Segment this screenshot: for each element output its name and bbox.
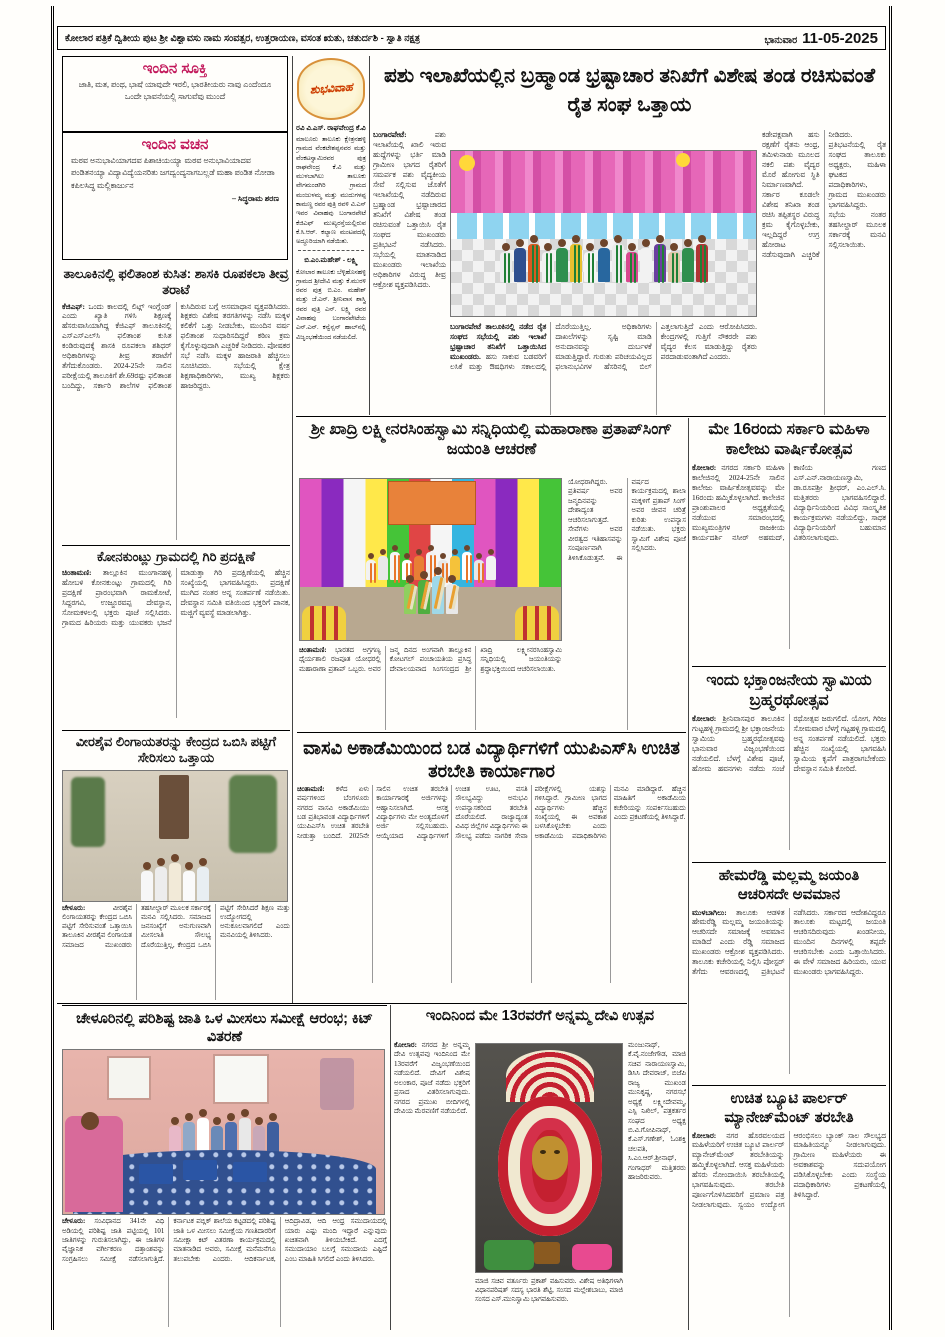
page-border-left [51,6,54,1330]
dateline: ಕೋಲಾರ: [394,1041,417,1049]
dateline: ಕೋಲಾರ: [692,1130,717,1140]
person-figure [141,862,153,901]
body-text: ಒಂದು ಕಾಲದಲ್ಲಿ ಲಿಟ್ಲ್ ಇಂಗ್ಲೆಂಡ್ ಎಂದು ಖ್ಯಾತಿ ಗಳಿಸಿ ಶಿಕ್ಷಣಕ್ಕೆ ಹೆಸರುವಾಸಿಯಾಗಿದ್ದ ಕೆಜಿಎಫ್ ತಾಲೂಕಿನಲ್ಲಿ ಎಸ್‌ಎಸ್‌ಎಲ್‌ಸಿ ಫಲಿತಾಂಶ ಕುಸಿತ ಕಂಡಿರುವುದಕ್ಕೆ ಶಾಸಕಿ ರೂಪಕಲಾ ಶಶಿಧರ್ ಅಧಿಕಾರಿಗಳನ್ನು ತೀವ್ರ ತರಾಟೆಗೆ ತೆಗೆದುಕೊಂಡರು. 2024-25ನೇ ಸಾಲಿನ ಪರೀಕ್ಷೆಯಲ್ಲಿ ತಾಲೂಕಿಗೆ ಶೇ.69ರಷ್ಟು ಫಲಿತಾಂಶ ಬಂದಿದ್ದು, ಸರ್ಕಾರಿ ಶಾಲೆಗಳ ಫಲಿತಾಂಶ ಕುಸಿದಿರುವ ಬಗ್ಗೆ ಅಸಮಾಧಾನ ವ್ಯಕ್ತಪಡಿಸಿದರು. ಶಿಕ್ಷಕರು ವಿಶೇಷ ತರಗತಿಗಳನ್ನು ನಡೆಸಿ ಮಕ್ಕಳ ಕಲಿಕೆಗೆ ಒತ್ತು ನೀಡಬೇಕು, ಮುಂದಿನ ವರ್ಷ ಫಲಿತಾಂಶ ಸುಧಾರಿಸದಿದ್ದರೆ ಕಠಿಣ ಕ್ರಮ ಕೈಗೊಳ್ಳುವುದಾಗಿ ಎಚ್ಚರಿಕೆ ನೀಡಿದರು. ಪೋಷಕರ ಸಭೆ ನಡೆಸಿ ಮಕ್ಕಳ ಹಾಜರಾತಿ ಹೆಚ್ಚಿಸಲು ಸೂಚಿಸಿದರು. ಸಭೆಯಲ್ಲಿ ಕ್ಷೇತ್ರ ಶಿಕ್ಷಣಾಧಿಕಾರಿಗಳು, ಮುಖ್ಯ ಶಿಕ್ಷಕರು ಹಾಜರಿದ್ದರು. [62,301,290,391]
wedding-couple-1: ರವಿ ವಿ.ಎಸ್. ರಾಘವೇಂದ್ರ ಕೆ.ವಿ [296,124,366,132]
page-border-right [889,6,892,1330]
person-figure [267,1113,279,1156]
body-text: ಪಶು ಇಲಾಖೆಯಲ್ಲಿ ಖಾಲಿ ಇರುವ ಹುದ್ದೆಗಳನ್ನು ಭರ್ತಿ ಮಾಡಿ ಗ್ರಾಮೀಣ ಭಾಗದ ರೈತರಿಗೆ ಸಮರ್ಪಕ ಪಶು ವೈದ್ಯಕೀಯ ಸೇವೆ ಸಲ್ಲಿಸುವ ಜೊತೆಗೆ ಇಲಾಖೆಯಲ್ಲಿ ನಡೆದಿರುವ ಬ್ರಹ್ಮಾಂಡ ಭ್ರಷ್ಟಾಚಾರದ ತನಿಖೆಗೆ ವಿಶೇಷ ತಂಡ ರಚಿಸುವಂತೆ ಒತ್ತಾಯಿಸಿ ರೈತ ಸಂಘದ ಮುಖಂಡರು ಪ್ರತಿಭಟನೆ ನಡೆಸಿದರು. ಸಭೆಯಲ್ಲಿ ಮಾತನಾಡಿದ ಮುಖಂಡರು ಇಲಾಖೆಯ ಅಧಿಕಾರಿಗಳ ವಿರುದ್ಧ ತೀವ್ರ ಆಕ್ರೋಶ ವ್ಯಕ್ತಪಡಿಸಿದರು. [373,130,446,289]
main-photo-farmers-group [450,150,757,317]
body-text: ಕಡೇಪಕ್ಷವಾಗಿ ಹಸು ರಕ್ಷಣೆಗೆ ರೈತನು ಆಂಧ್ರ, ತಮಿಳುನಾಡು ಮೂಲದ ನಕಲಿ ಪಶು ವೈದ್ಯರ ಮೊರೆ ಹೋಗುವ ಸ್ಥಿತಿ ನಿರ್ಮಾಣವಾಗಿದೆ. ಸರ್ಕಾರ ಕೂಡಲೇ ವಿಶೇಷ ತನಿಖಾ ತಂಡ ರಚಿಸಿ ತಪ್ಪಿತಸ್ಥರ ವಿರುದ್ಧ ಕ್ರಮ ಕೈಗೊಳ್ಳಬೇಕು, ಇಲ್ಲದಿದ್ದರೆ ಉಗ್ರ ಹೋರಾಟ ನಡೆಸುವುದಾಗಿ ಎಚ್ಚರಿಕೆ ನೀಡಿದರು. ಪ್ರತಿಭಟನೆಯಲ್ಲಿ ರೈತ ಸಂಘದ ತಾಲೂಕು ಅಧ್ಯಕ್ಷರು, ಮಹಿಳಾ ಘಟಕದ ಪದಾಧಿಕಾರಿಗಳು, ಗ್ರಾಮದ ಮುಖಂಡರು ಭಾಗವಹಿಸಿದ್ದರು. ಸಭೆಯ ನಂತರ ತಹಸೀಲ್ದಾರ್ ಮೂಲಕ ಸರ್ಕಾರಕ್ಕೆ ಮನವಿ ಸಲ್ಲಿಸಲಾಯಿತು. [762,130,886,259]
chair [515,606,559,640]
article-bhaktanjaneya-headline: ಇಂದು ಭಕ್ತಾಂಜನೇಯ ಸ್ವಾಮಿಯ ಬ್ರಹ್ಮರಥೋತ್ಸವ [706,672,872,709]
todays-quote-title: ಇಂದಿನ ಸೂಕ್ತಿ [142,60,208,77]
khadri-photo-jayanti [299,478,562,641]
dateline: ಚಿಂತಾಮಣಿ: [62,568,92,578]
article-annamma-col-right [628,1041,686,1330]
todays-quote-body: ಜಾತಿ, ಮತ, ಪಂಥ, ಭಾಷೆ ಯಾವುದೇ ಇರಲಿ, ಭಾರತೀಯರು ನಾವು ಎಂದೆಂದೂ ಒಂದೇ ಭಾವನೆಯಲ್ಲಿ ಸಾಗುವೆವು ಮುಂದೆ [78,80,272,102]
article-konakuntlu-body [62,568,290,718]
person-figure [514,239,526,282]
dateline: ಚಿಂತಾಮಣಿ: [299,647,327,654]
annamma-photo-caption [475,1277,623,1330]
photo-people-front-row [340,568,521,614]
article-hemareddy [692,862,886,1081]
deity-face [532,1136,568,1180]
article-khadri-headline: ಶ್ರೀ ಖಾದ್ರಿ ಲಕ್ಷ್ಮೀನರಸಿಂಹಸ್ವಾಮಿ ಸನ್ನಿಧಿಯಲ್ಲಿ ಮಹಾರಾಣಾ ಪ್ರತಾಪ್‌ಸಿಂಗ್ ಜಯಂತಿ ಆಚರಣೆ [310,421,673,458]
person-figure [239,1109,251,1156]
article-beauty [692,1085,886,1330]
photo-people-row [63,809,287,901]
masthead-day: ಭಾನುವಾರ [764,35,798,46]
body-text: ಮಂಜುನಾಥ್, ಕೆ.ವೈ.ನಂಜೇಗೌಡ, ಮಾಜಿ ಸಚಿವ ನಾರಾಯಣಸ್ವಾಮಿ, ಡಿಸಿಸಿ ದೇವರಾಜ್, ಬಿಜೆಪಿ ರಾಜ್ಯ ಮುಖಂಡ ಮುನಿಕೃಷ್ಣ, ನಗರಸಭೆ ಅಧ್ಯಕ್ಷೆ ಲಕ್ಷ್ಮೀದೇವಮ್ಮ, ಎಸ್ಪಿ ನಿಖಿಲ್, ಪತ್ರಕರ್ತರ ಸಂಘದ ಅಧ್ಯಕ್ಷ ಬಿ.ವಿ.ಗೋಪಿನಾಥ್, ಕೆ.ಎಸ್.ಗಣೇಶ್, ಓಂಶಕ್ತಿ ಚಲಪತಿ, ಸಿ.ಎಂ.ಆರ್.ಶ್ರೀನಾಥ್, ಗಂಗಾಧರ್ ಮತ್ತಿತರರು ಹಾಜರಿರುವರು. [628,1041,686,1182]
banana-leaf [484,1240,534,1270]
article-beauty-body [692,1131,886,1317]
masthead-date: 11-05-2025 [802,29,878,47]
dateline: ಮುಳಬಾಗಿಲು: [692,907,727,917]
person-figure [556,239,568,282]
section-rule [57,1003,687,1004]
article-annamma [394,1007,686,1330]
section-rule [296,416,886,417]
body-text: ಯೋಧರಾಗಿದ್ದರು. ಪ್ರತಿವರ್ಷ ಅವರ ಜನ್ಮದಿನವನ್ನು ದೇಶಾದ್ಯಂತ ಆಚರಿಸಲಾಗುತ್ತದೆ. ಸೇವೆಗಳು ಅವರ ವೀರತ್ವದ ಇತಿಹಾಸವನ್ನು ಸಂಪೂರ್ಣವಾಗಿ ತಿಳಿಸಿಕೊಡುತ್ತವೆ. ಈ ವರ್ಷದ ಕಾರ್ಯಕ್ರಮದಲ್ಲಿ ಶಾಲಾ ಮಕ್ಕಳಿಗೆ ಪ್ರತಾಪ್ ಸಿಂಗ್ ಅವರ ಜೀವನ ಚರಿತ್ರೆ ಕುರಿತು ಉಪನ್ಯಾಸ ನಡೆಯಿತು. ಭಕ್ತರು ಸ್ವಾಮಿಗೆ ವಿಶೇಷ ಪೂಜೆ ಸಲ್ಲಿಸಿದರು. [568,478,686,562]
article-chelur-headline: ಚೇಳೂರಿನಲ್ಲಿ ಪರಿಶಿಷ್ಟ ಜಾತಿ ಒಳ ಮೀಸಲು ಸಮೀಕ್ಷೆ ಆರಂಭ; ಕಿಟ್ ವಿತರಣೆ [76,1011,373,1046]
veerashaiva-photo [62,770,288,902]
body-text: ತಾಲ್ಲೂಕಿನ ಮುಂಗಾನಹಳ್ಳಿ ಹೋಬಳಿ ಕೋನಕುಂಟ್ಲು ಗ್ರಾಮದಲ್ಲಿ ಗಿರಿ ಪ್ರದಕ್ಷಿಣೆ ಪ್ರಾರಂಭವಾಗಿ ರಾಮಕೋಟೆ, ಸಿದ್ದರಗವಿ, ಉಜ್ಜೂರವಪ್ಪ ದೇವಸ್ಥಾನ, ಸೋಮಕಳಲಲ್ಲಿ ಭಕ್ತರು ಪೂಜೆ ಸಲ್ಲಿಸಿದರು. ಗ್ರಾಮದ ಹಿರಿಯರು ಮತ್ತು ಯುವಕರು ಭಜನೆ ಮಾಡುತ್ತಾ ಗಿರಿ ಪ್ರದಕ್ಷಿಣೆಯಲ್ಲಿ ಹೆಚ್ಚಿನ ಸಂಖ್ಯೆಯಲ್ಲಿ ಭಾಗವಹಿಸಿದ್ದರು. ಪ್ರದಕ್ಷಿಣೆ ಮುಗಿದ ನಂತರ ಅನ್ನ ಸಂತರ್ಪಣೆ ನಡೆಯಿತು. ದೇವಸ್ಥಾನ ಸಮಿತಿ ವತಿಯಿಂದ ಭಕ್ತರಿಗೆ ಪಾನಕ, ಮಜ್ಜಿಗೆ ವ್ಯವಸ್ಥೆ ಮಾಡಲಾಗಿತ್ತು. [62,568,290,628]
todays-vachana-body: ಮಠವ ಅನುಭಾವಿಯಾಗದವ ಪಿಶಾಚಿಯಯ್ಯಾ ಮಠವ ಅನುಭಾವಿಯಾದವ ಪಂಡಿತನಯ್ಯಾ ವಿದ್ಯಾವಿದ್ಯೆಯನರಿತು ಜಗದ್ವಂದ್ಯನಾಗಬಲ್ಲಡೆ ಮಹಾ ಪಂಡಿತ ನೋಡಾ ಕಪಿಲಸಿದ್ಧ ಮಲ್ಲಿಕಾರ್ಜುನ [71,156,275,190]
person-figure [612,235,624,282]
body-text: ಹಸು ಸಾಕುವ ಬಡವರಿಗೆ ಲಸಿಕೆ ಮತ್ತು ಔಷಧಿಗಳು ಸಕಾಲದಲ್ಲಿ ದೊರೆಯುತ್ತಿಲ್ಲ. ಅಧಿಕಾರಿಗಳು ದಾಖಲೆಗಳನ್ನು ಸೃಷ್ಟಿ ಮಾಡಿ ಅನುದಾನವನ್ನು ದುರ್ಬಳಕೆ ಮಾಡುತ್ತಿದ್ದಾರೆ. ಗುರುತು ಪರಿಚಯವಿಲ್ಲದ ಫಲಾನುಭವಿಗಳ ಹೆಸರಿನಲ್ಲಿ ಬಿಲ್ ಎತ್ತಲಾಗುತ್ತಿದೆ ಎಂದು ಆರೋಪಿಸಿದರು. ಕೇಂದ್ರಗಳಲ್ಲಿ ಗುತ್ತಿಗೆ ನೌಕರರೇ ಪಶು ವೈದ್ಯರ ಕೆಲಸ ಮಾಡುತ್ತಿದ್ದು ರೈತರು ಪರದಾಡುವಂತಾಗಿದೆ ಎಂದರು. [450,322,757,371]
dateline: ಚೇಳೂರು: [62,904,86,912]
person-figure [584,243,596,282]
dateline: ಕೋಲಾರ: [692,714,717,723]
article-vasavi-body [297,785,686,983]
body-text: ಶ್ರೀನಿವಾಸಪುರ ತಾಲೂಕಿನ ಗುಟ್ಟಹಳ್ಳಿ ಗ್ರಾಮದಲ್ಲಿ ಶ್ರೀ ಭಕ್ತಾಂಜನೇಯ ಸ್ವಾಮಿಯ ಬ್ರಹ್ಮರಥೋತ್ಸವವು ಭಾನುವಾರ ವಿಜೃಂಭಣೆಯಿಂದ ನಡೆಯಲಿದೆ. ಬೆಳಗ್ಗೆ ವಿಶೇಷ ಪೂಜೆ, ಹೋಮ ಹವನಗಳು ನಡೆದು ಸಂಜೆ ರಥೋತ್ಸವ ಜರುಗಲಿದೆ. ಯೋಗ, ಗಿರಿಜ ಸೋಮವಾರ ಬೆಳಗ್ಗೆ ಗಟ್ಟಹಳ್ಳಿ ಗ್ರಾಮದಲ್ಲಿ ಅನ್ನ ಸಂತರ್ಪಣೆ ನಡೆಯಲಿದೆ. ಭಕ್ತರು ಹೆಚ್ಚಿನ ಸಂಖ್ಯೆಯಲ್ಲಿ ಭಾಗವಹಿಸಿ ಸ್ವಾಮಿಯ ಕೃಪೆಗೆ ಪಾತ್ರರಾಗಬೇಕೆಂದು ದೇವಸ್ಥಾನ ಸಮಿತಿ ಕೋರಿದೆ. [692,714,886,773]
article-kgf-headline: ತಾಲೂಕಿನಲ್ಲಿ ಫಲಿತಾಂಶ ಕುಸಿತ: ಶಾಸಕಿ ರೂಪಕಲಾ ತೀವ್ರ ತರಾಟೆ [63,266,289,298]
masthead-date-group [764,30,878,47]
person-figure [570,235,582,282]
article-veerashaiva [62,730,290,1003]
person-figure [446,575,458,614]
person-figure [197,858,209,901]
flower-bunch [676,153,690,167]
column-rule [292,56,293,1003]
article-main-col-under [450,322,757,415]
article-college-body [692,463,886,649]
vachana-attribution: – ಸಿದ್ಧರಾಮ ಶರಣ [231,194,279,204]
person-figure [155,858,167,901]
article-chelur [62,1005,387,1330]
article-annamma-headline: ಇಂದಿನಿಂದ ಮೇ 13ರವರೆಗೆ ಅನ್ನಮ್ಮ ದೇವಿ ಉತ್ಸವ [425,1008,655,1024]
article-bhaktanjaneya [692,666,886,858]
person-figure [528,235,540,282]
article-vasavi [297,732,686,1003]
wedding-announcement-2: ಕೋಲಾರ ತಾಲೂಕು ಬೆಳ್ಳಿಹೊಸಹಳ್ಳಿ ಗ್ರಾಮದ ಶ್ರೀದೇವಿ ಮತ್ತು ಕೆ.ಮುರಳಿ ರವರ ಪುತ್ರ ಬಿ.ಎಂ. ಮಹೇಶ್ ಮತ್ತು ಜೆ.ಎನ್. ಶ್ರೀನಿವಾಸ ಶಾಸ್ತ್ರಿ ರವರ ಪುತ್ರಿ ಎನ್. ಲಕ್ಷ್ಮಿ ರವರ ವಿವಾಹವು ಬಂಗಾರಪೇಟೆಯ ಎನ್.ಎನ್. ಕನ್ವೆನ್ಷನ್ ಹಾಲ್‌ನಲ್ಲಿ ವಿಜೃಂಭಣೆಯಿಂದ ನಡೆಯಲಿದೆ. [296,268,366,341]
todays-quote-panel [62,56,288,132]
person-figure [418,571,430,614]
article-kgf-body [62,302,290,540]
article-bhaktanjaneya-body [692,714,886,850]
person-figure [183,862,195,901]
person-figure [169,854,181,901]
article-hemareddy-headline: ಹೇಮರೆಡ್ಡಿ ಮಲ್ಲಮ್ಮ ಜಯಂತಿ ಆಚರಿಸದೇ ಅವಮಾನ [718,867,860,903]
person-figure [598,239,610,282]
photo-caption-lead: ಬಂಗಾರಪೇಟೆ ತಾಲೂಕಿನಲ್ಲಿ ನಡೆದ ರೈತ ಸಂಘದ ಸಭೆಯಲ್ಲಿ ಪಶು ಇಲಾಖೆ ಭ್ರಷ್ಟಾಚಾರ ತನಿಖೆಗೆ ಒತ್ತಾಯಿಸಿದ ಮುಖಂಡರು. [450,322,547,361]
person-figure [682,239,694,282]
photo-people-row [451,204,756,282]
todays-vachana-title: ಇಂದಿನ ವಚನ [141,136,209,153]
article-konakuntlu-headline: ಕೋನಕುಂಟ್ಲು ಗ್ರಾಮದಲ್ಲಿ ಗಿರಿ ಪ್ರದಕ್ಷಿಣೆ [96,549,255,564]
article-main-headline-block [373,62,886,126]
person-figure [197,1109,209,1156]
wedding-announcements-column [296,56,366,413]
flower-bunch [459,155,475,171]
person-figure [404,575,416,614]
masthead-bar [57,26,886,50]
chelur-photo [62,1049,385,1215]
pink-flowers [572,1244,612,1270]
person-figure [626,243,638,282]
person-figure [542,243,554,282]
deity-crown-garland [506,1050,594,1102]
article-khadri-headline-block [297,420,686,476]
deity-eyes [540,1150,546,1154]
divider [298,250,364,251]
article-main-col-right [762,130,886,415]
dateline: ಕೆಜಿಎಫ್: [62,301,85,311]
article-konakuntlu [62,545,290,729]
article-veerashaiva-body [62,904,290,1000]
body-text: ನಗರದ ಶ್ರೀ ಅನ್ನಮ್ಮ ದೇವಿ ಉತ್ಸವವು ಇಂದಿನಿಂದ ಮೇ 13ರವರೆಗೆ ವಿಜೃಂಭಣೆಯಿಂದ ನಡೆಯಲಿದೆ. ದೇವಿಗೆ ವಿಶೇಷ ಅಲಂಕಾರ, ಪೂಜೆ ನಡೆದು ಭಕ್ತರಿಗೆ ಪ್ರಸಾದ ವಿತರಿಸಲಾಗುವುದು. ನಗರದ ಪ್ರಮುಖ ಬೀದಿಗಳಲ್ಲಿ ದೇವಿಯ ಮೆರವಣಿಗೆ ನಡೆಯಲಿದೆ. [394,1041,470,1116]
kalasha-pot [534,1242,560,1264]
body-text: ಭಾರತದ ಅಗ್ರಗಣ್ಯ ಧೈರ್ಯಶಾಲಿ ರಜಪೂತ ಯೋಧರಲ್ಲಿ ಮಹಾರಾಣಾ ಪ್ರತಾಪ್ ಒಬ್ಬರು. ಅವರ ಜನ್ಮ ದಿನದ ಅಂಗವಾಗಿ ತಾಲ್ಲೂಕಿನ ಕೋಟಗಲ್ ಪಂಚಾಯತಿಯ ಪ್ರಸಿದ್ಧ ದೇವಾಲಯವಾದ ಸಿಂಗಸಂದ್ರದ ಶ್ರೀ ಖಾದ್ರಿ ಲಕ್ಷ್ಮೀನರಸಿಂಹಸ್ವಾಮಿ ಸನ್ನಿಧಿಯಲ್ಲಿ ಜಯಂತಿಯನ್ನು ಶ್ರದ್ಧಾಭಕ್ತಿಯಿಂದ ಆಚರಿಸಲಾಯಿತು. [299,647,562,673]
body-text: ವೀರಶೈವ ಲಿಂಗಾಯತರನ್ನು ಕೇಂದ್ರದ ಒಬಿಸಿ ಪಟ್ಟಿಗೆ ಸೇರಿಸುವಂತೆ ಒತ್ತಾಯಿಸಿ ತಾಲೂಕಿನ ವೀರಶೈವ ಲಿಂಗಾಯತ ಸಮಾಜದ ಮುಖಂಡರು ತಹಸೀಲ್ದಾರ್ ಮೂಲಕ ಸರ್ಕಾರಕ್ಕೆ ಮನವಿ ಸಲ್ಲಿಸಿದರು. ಸಮಾಜದ ಜನಸಂಖ್ಯೆಗೆ ಅನುಗುಣವಾಗಿ ಮೀಸಲಾತಿ ಸೌಲಭ್ಯ ದೊರೆಯುತ್ತಿಲ್ಲ, ಕೇಂದ್ರದ ಒಬಿಸಿ ಪಟ್ಟಿಗೆ ಸೇರಿಸಿದರೆ ಶಿಕ್ಷಣ ಮತ್ತು ಉದ್ಯೋಗದಲ್ಲಿ ಅನುಕೂಲವಾಗಲಿದೆ ಎಂದು ಮನವಿಯಲ್ಲಿ ತಿಳಿಸಿದರು. [62,904,290,949]
dateline: ಬಂಗಾರಪೇಟೆ: [373,130,407,139]
article-college [692,420,886,662]
person-figure [696,235,708,282]
article-chelur-body [62,1217,387,1327]
column-rule [369,56,370,415]
foreground-person [65,1116,123,1212]
dateline: ಚಿಂತಾಮಣಿ: [297,786,325,793]
article-main-col-left [373,130,446,415]
dateline: ಕೋಲಾರ: [692,463,717,472]
article-beauty-headline: ಉಚಿತ ಬ್ಯೂಟಿ ಪಾರ್ಲರ್ ಮ್ಯಾನೇಜ್‌ಮೆಂಟ್ ತರಬೇತಿ [724,1090,854,1126]
chair [302,606,346,640]
column-rule [390,1005,391,1330]
column-rule [688,418,689,1330]
survey-kit-bags [183,1160,217,1180]
body-text: ಸಂವಿಧಾನದ 341ನೇ ವಿಧಿ ಅಡಿಯಲ್ಲಿ ಪರಿಶಿಷ್ಟ ಜಾತಿ ಪಟ್ಟಿಯಲ್ಲಿ 101 ಜಾತಿಗಳನ್ನು ಗುರುತಿಸಲಾಗಿದ್ದು, ಈ ಜಾತಿಗಳ ವೈಜ್ಞಾನಿಕ ವರ್ಗೀಕರಣ ದತ್ತಾಂಶವನ್ನು ಸಂಗ್ರಹಿಸಲು ಸಮೀಕ್ಷೆ ನಡೆಸಲಾಗುತ್ತಿದೆ. ಕರ್ನಾಟಕ ಪಬ್ಲಿಕ್ ಶಾಲೆಯ ಕಟ್ಟಡದಲ್ಲಿ ಪರಿಶಿಷ್ಟ ಜಾತಿ ಒಳ ಮೀಸಲು ಸಮೀಕ್ಷೆಯ ಗಣತಿದಾರರಿಗೆ ಸಮೀಕ್ಷಾ ಕಿಟ್ ವಿತರಣಾ ಕಾರ್ಯಕ್ರಮದಲ್ಲಿ ಮಾತನಾಡಿದ ಅವರು, ಸಮೀಕ್ಷೆ ಮನೆಮನೆಗೂ ತಲುಪಬೇಕು ಎಂದರು. ಆದಿಕರ್ನಾಟಕ, ಆದಿದ್ರಾವಿಡ, ಆದಿ ಆಂಧ್ರ ಸಮುದಾಯದಲ್ಲಿ ಯಾರು ಎಷ್ಟು ಮಂದಿ ಇದ್ದಾರೆ ಎನ್ನುವುದು ಖಚಿತವಾಗಿ ತಿಳಿಯಬೇಕಿದೆ. ಎದಗ್ಗೆ ಸಮುದಾಯಾಂ ಬಲಗ್ಗೆ ಸಮುದಾಯ ಎಷ್ಟಿದೆ ಎಂಬ ಮಾಹಿತಿ ಸಿಗಲಿದೆ ಎಂದು ತಿಳಿಸಿದರು. [62,1218,387,1263]
article-vasavi-headline: ವಾಸವಿ ಅಕಾಡೆಮಿಯಿಂದ ಬಡ ವಿದ್ಯಾರ್ಥಿಗಳಿಗೆ ಯುಪಿಎಸ್‌ಸಿ ಉಚಿತ ತರಬೇತಿ ಕಾರ್ಯಾಗಾರ [303,738,680,781]
article-khadri-col-under [299,646,562,730]
shubhavivaha-logo [297,58,365,120]
person-figure [668,243,680,282]
article-main-headline: ಪಶು ಇಲಾಖೆಯಲ್ಲಿನ ಬ್ರಹ್ಮಾಂಡ ಭ್ರಷ್ಟಾಚಾರ ತನಿಖೆಗೆ ವಿಶೇಷ ತಂಡ ರಚಿಸುವಂತೆ ರೈತ ಸಂಘ ಒತ್ತಾಯ [383,65,876,116]
masthead-calendar-line: ಕೋಲಾರ ಪತ್ರಿಕೆ ದ್ವಿತೀಯ ಪುಟ ಶ್ರೀ ವಿಶ್ವಾವಸು ನಾಮ ಸಂವತ್ಸರ, ಉತ್ತರಾಯಣ, ವಸಂತ ಋತು, ಚತುರ್ದಶಿ - ಸ್ವಾತಿ ನಕ್ಷತ್ರ [65,32,421,44]
article-annamma-col-left [394,1041,470,1329]
shubhavivaha-logo-text: ಶುಭವಿವಾಹ [309,81,353,96]
body-text: ನಗರ ಹೊರವಲಯದ ಮಹಿಳೆಯರಿಗೆ ಉಚಿತ ಬ್ಯೂಟಿ ಪಾರ್ಲರ್ ಮ್ಯಾನೇಜ್‌ಮೆಂಟ್ ತರಬೇತಿಯನ್ನು ಹಮ್ಮಿಕೊಳ್ಳಲಾಗಿದೆ. ಆಸಕ್ತ ಮಹಿಳೆಯರು ಹೆಸರು ನೋಂದಾಯಿಸಿ ತರಬೇತಿಯಲ್ಲಿ ಭಾಗವಹಿಸುವುದು. ತರಬೇತಿ ಪೂರ್ಣಗೊಳಿಸಿದವರಿಗೆ ಪ್ರಮಾಣ ಪತ್ರ ನೀಡಲಾಗುವುದು. ಸ್ವಯಂ ಉದ್ಯೋಗ ಆರಂಭಿಸಲು ಬ್ಯಾಂಕ್ ಸಾಲ ಸೌಲಭ್ಯದ ಮಾಹಿತಿಯನ್ನೂ ನೀಡಲಾಗುವುದು. ಗ್ರಾಮೀಣ ಮಹಿಳೆಯರು ಈ ಅವಕಾಶವನ್ನು ಸದುಪಯೋಗ ಪಡಿಸಿಕೊಳ್ಳಬೇಕು ಎಂದು ಸಂಸ್ಥೆಯ ಪದಾಧಿಕಾರಿಗಳು ಪ್ರಕಟಣೆಯಲ್ಲಿ ತಿಳಿಸಿದ್ದಾರೆ. [692,1130,886,1210]
todays-vachana-panel [62,132,288,260]
body-text: ಕಳೆದ ಏಳು ವರ್ಷಗಳಿಂದ ಬೆಂಗಳೂರು ನಗರದ ವಾಸವಿ ಅಕಾಡೆಮಿಯು ಬಡ ಪ್ರತಿಭಾವಂತ ವಿದ್ಯಾರ್ಥಿಗಳಿಗೆ ಯುಪಿಎಸ್‌ಸಿ ಉಚಿತ ತರಬೇತಿ ನೀಡುತ್ತಾ ಬಂದಿದೆ. 2025ನೇ ಸಾಲಿನ ಉಚಿತ ತರಬೇತಿ ಕಾರ್ಯಾಗಾರಕ್ಕೆ ಅರ್ಜಿಗಳನ್ನು ಆಹ್ವಾನಿಸಲಾಗಿದೆ. ಆಸಕ್ತ ವಿದ್ಯಾರ್ಥಿಗಳು ಮೇ ಅಂತ್ಯದೊಳಗೆ ಅರ್ಜಿ ಸಲ್ಲಿಸಬಹುದು. ಆಯ್ಕೆಯಾದ ವಿದ್ಯಾರ್ಥಿಗಳಿಗೆ ಉಚಿತ ಊಟ, ವಸತಿ ಸೌಲಭ್ಯವಿದ್ದು ಅನುಭವಿ ಉಪನ್ಯಾಸಕರಿಂದ ತರಬೇತಿ ದೊರೆಯಲಿದೆ. ರಾಜ್ಯಾದ್ಯಂತ ವಿವಿಧ ಜಿಲ್ಲೆಗಳ ವಿದ್ಯಾರ್ಥಿಗಳು ಈ ಸೌಲಭ್ಯ ಪಡೆದು ನಾಗರಿಕ ಸೇವಾ ಪರೀಕ್ಷೆಗಳಲ್ಲಿ ಯಶಸ್ಸು ಗಳಿಸಿದ್ದಾರೆ. ಗ್ರಾಮೀಣ ಭಾಗದ ವಿದ್ಯಾರ್ಥಿಗಳು ಹೆಚ್ಚಿನ ಸಂಖ್ಯೆಯಲ್ಲಿ ಈ ಅವಕಾಶ ಬಳಸಿಕೊಳ್ಳಬೇಕು ಎಂದು ಅಕಾಡೆಮಿಯ ಪದಾಧಿಕಾರಿಗಳು ಮನವಿ ಮಾಡಿದ್ದಾರೆ. ಹೆಚ್ಚಿನ ಮಾಹಿತಿಗೆ ಅಕಾಡೆಮಿಯ ಕಚೇರಿಯನ್ನು ಸಂಪರ್ಕಿಸಬಹುದು ಎಂದು ಪ್ರಕಟಣೆಯಲ್ಲಿ ತಿಳಿಸಿದ್ದಾರೆ. [297,786,686,840]
person-figure [500,243,512,282]
annamma-deity-photo [475,1043,623,1273]
caption-text: ಮಾಜಿ ಸಚಿವ ವರ್ತೂರು ಪ್ರಕಾಶ್ ವಹಿಸುವರು. ವಿಶೇಷ ಅತಿಥಿಗಳಾಗಿ ವಿಧಾನಪರಿಷತ್ ಸದಸ್ಯ ಭಾರತಿ ಶೆಟ್ಟಿ, ಸಂಸದ ಮಲ್ಲೇಶಬಾಬು, ಮಾಜಿ ಸಂಸದ ಎಸ್.ಮುನಿಸ್ವಾಮಿ ಭಾಗವಹಿಸುವರು. [475,1278,623,1304]
article-kgf-results [62,266,290,543]
wedding-announcement-1: ಮಾಲೂರು ತಾಲೂಕು ಕ್ಷೇತ್ರನಹಳ್ಳಿ ಗ್ರಾಮದ ವೆಂಕಟೇಶಪ್ಪನವರ ಮತ್ತು ವೆಂಕಟಸ್ವಾಮಿರವರ ಪುತ್ರ ರಾಘವೇಂದ್ರ ಕೆ.ವಿ ಮತ್ತು ಮುಳಬಾಗಿಲು ತಾಲೂಕು ವೇಗಮಂಡಗಿರಿ ಗ್ರಾಮದ ಮಂಜುಳಮ್ಮ ಮತ್ತು ಮುದುಗಳಪ್ಪ ಕಾಮಣ್ಣ ರವರ ಪುತ್ರಿ ರವಳಿ ವಿ.ಎಸ್ ಇವರ ವಿವಾಹವು ಬಂಗಾರಪೇಟೆ ಕೆಜಿಎಫ್ ಮುಖ್ಯರಸ್ತೆಯಲ್ಲಿರುವ ಕೆ.ಸಿ.ಆರ್. ಕಲ್ಯಾಣ ಮಂಟಪದಲ್ಲಿ ಅದ್ದೂರಿಯಾಗಿ ನಡೆಯಿತು. [296,136,366,246]
article-khadri-col-side [568,478,686,730]
person-figure [654,235,666,282]
article-veerashaiva-headline: ವೀರಶೈವ ಲಿಂಗಾಯತರನ್ನು ಕೇಂದ್ರದ ಒಬಿಸಿ ಪಟ್ಟಿಗೆ ಸೇರಿಸಲು ಒತ್ತಾಯ [75,734,277,766]
person-figure [432,567,444,614]
body-text: ನಗರದ ಸರ್ಕಾರಿ ಮಹಿಳಾ ಕಾಲೇಜಿನಲ್ಲಿ 2024-25ನೇ ಸಾಲಿನ ಕಾಲೇಜು ವಾರ್ಷಿಕೋತ್ಸವವನ್ನು ಮೇ 16ರಂದು ಹಮ್ಮಿಕೊಳ್ಳಲಾಗಿದೆ. ಕಾಲೇಜಿನ ಪ್ರಾಂಶುಪಾಲರ ಅಧ್ಯಕ್ಷತೆಯಲ್ಲಿ ನಡೆಯುವ ಸಮಾರಂಭದಲ್ಲಿ ಮುಖ್ಯಮಂತ್ರಿಗಳ ರಾಜಕೀಯ ಕಾರ್ಯದರ್ಶಿ ನಸೀರ್ ಅಹಮದ್, ಕಾಣಿಯ ಗಣದ ಎಸ್.ಎನ್.ನಾರಾಯಣಸ್ವಾಮಿ, ಡಾ.ರೂಪಶ್ರೀ ಶ್ರೀಧರ್, ಎಂ.ಎಲ್.ಸಿ. ಮತ್ತಿತರರು ಭಾಗವಹಿಸಲಿದ್ದಾರೆ. ವಿದ್ಯಾರ್ಥಿನಿಯರಿಂದ ವಿವಿಧ ಸಾಂಸ್ಕೃತಿಕ ಕಾರ್ಯಕ್ರಮಗಳು ನಡೆಯಲಿದ್ದು, ಸಾಧಕ ವಿದ್ಯಾರ್ಥಿನಿಯರಿಗೆ ಬಹುಮಾನ ವಿತರಿಸಲಾಗುವುದು. [692,463,886,542]
article-hemareddy-body [692,908,886,1074]
article-college-headline: ಮೇ 16ರಂದು ಸರ್ಕಾರಿ ಮಹಿಳಾ ಕಾಲೇಜು ವಾರ್ಷಿಕೋತ್ಸವ [708,421,870,458]
wedding-couple-2: ಬಿ.ಎಂ.ಮಹೇಶ್ - ಲಕ್ಷ್ಮಿ [304,256,358,265]
body-text: ತಾಲೂಕು ಆಡಳಿತ ಹೇಮರೆಡ್ಡಿ ಮಲ್ಲಮ್ಮ ಜಯಂತಿಯನ್ನು ಆಚರಿಸದೇ ಸಮಾಜಕ್ಕೆ ಅವಮಾನ ಮಾಡಿದೆ ಎಂದು ರೆಡ್ಡಿ ಸಮಾಜದ ಮುಖಂಡರು ಆಕ್ರೋಶ ವ್ಯಕ್ತಪಡಿಸಿದರು. ತಾಲೂಕು ಕಚೇರಿಯಲ್ಲಿ ನಿಲ್ಲಿಸಿ ಪೋಸ್ಟರ್ ತೆಗೆದು ಆವರಣದಲ್ಲಿ ಪ್ರತಿಭಟನೆ ನಡೆಸಿದರು. ಸರ್ಕಾರದ ಆದೇಶವಿದ್ದರೂ ತಾಲೂಕು ಮಟ್ಟದಲ್ಲಿ ಜಯಂತಿ ಆಚರಿಸದಿರುವುದು ಖಂಡನೀಯ, ಮುಂದಿನ ದಿನಗಳಲ್ಲಿ ತಪ್ಪದೇ ಆಚರಿಸಬೇಕು ಎಂದು ಒತ್ತಾಯಿಸಿದರು. ಈ ವೇಳೆ ಸಮಾಜದ ಹಿರಿಯರು, ಯುವ ಮುಖಂಡರು ಭಾಗವಹಿಸಿದ್ದರು. [692,907,886,977]
dateline: ಚೇಳೂರು: [62,1218,86,1226]
person-figure [640,239,652,282]
